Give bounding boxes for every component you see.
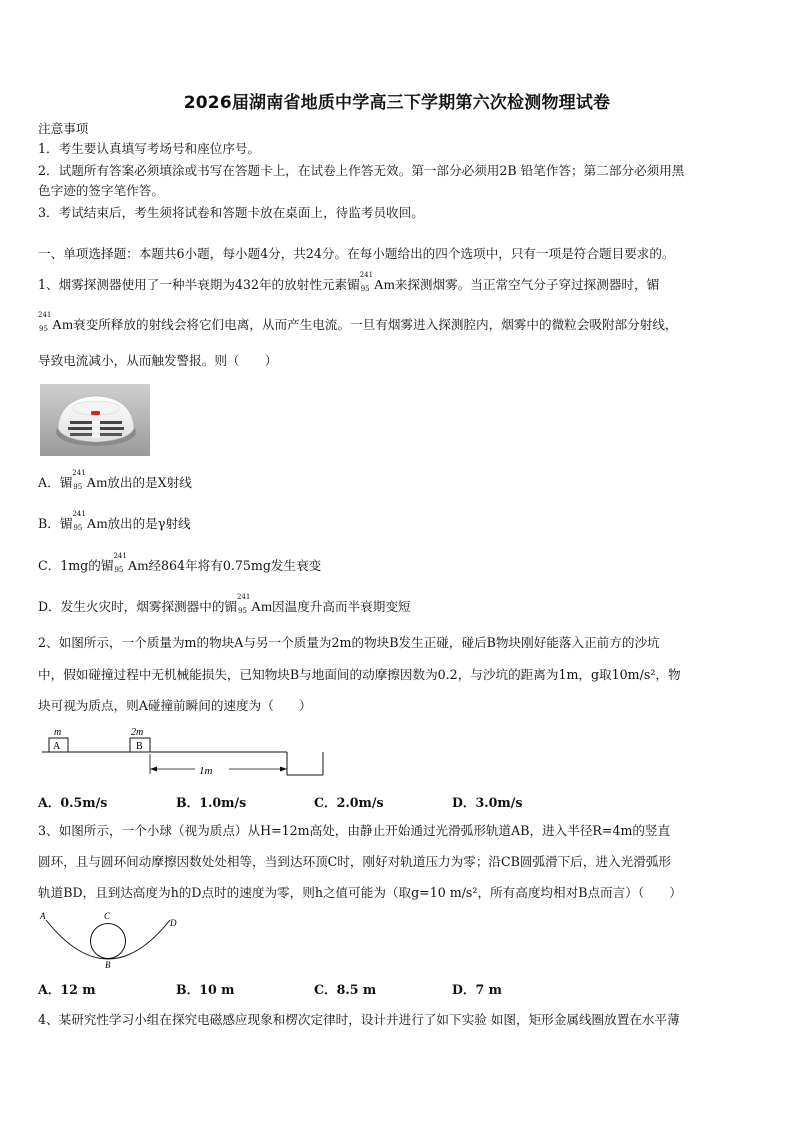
- point-a-label: A: [40, 911, 46, 921]
- q2-option-c: C．2.0m/s: [314, 795, 384, 810]
- point-b-label: B: [105, 960, 111, 970]
- q3-line: 轨道BD，且到达高度为h的D点时的速度为零，则h之值可能为（取g=10 m/s²，所有高度均相对B点而言）（ ）: [38, 885, 682, 900]
- section-heading: 一、单项选择题：本题共6小题，每小题4分，共24分。在每小题给出的四个选项中，只有一项是符合题目要求的。: [38, 246, 675, 261]
- q2-option-d: D．3.0m/s: [452, 795, 523, 810]
- smoke-detector-image: [40, 384, 150, 456]
- q1-option-b: B．镅 241 95 Am放出的是γ射线: [38, 510, 191, 532]
- block-b-label: B: [136, 741, 143, 752]
- q3-line: 圆环，且与圆环间动摩擦因数处处相等，当到达环顶C时，刚好对轨道压力为零；沿CB圆弧滑下后，进入光滑弧形: [38, 854, 672, 869]
- page-title: 2026届湖南省地质中学高三下学期第六次检测物理试卷: [183, 93, 611, 113]
- q1-option-d: D．发生火灾时，烟雾探测器中的镅 241 95 Am因温度升高而半衰期变短: [38, 593, 411, 615]
- q3-option-c: C．8.5 m: [314, 982, 377, 997]
- q4-line: 4、某研究性学习小组在探究电磁感应现象和楞次定律时，设计并进行了如下实验 如图，矩形金属线圈放置在水平薄: [38, 1012, 680, 1027]
- loop-track-diagram: [38, 908, 188, 972]
- q1-line: 1、烟雾探测器使用了一种半衰期为432年的放射性元素镅 241 95 Am来探测烟雾。当正常空气分子穿过探测器时，镅: [38, 271, 660, 293]
- q2-line: 2、如图所示，一个质量为m的物块A与另一个质量为2m的物块B发生正碰，碰后B物块刚好能落入正前方的沙坑: [38, 635, 660, 650]
- block-a-label: A: [53, 741, 61, 752]
- block-b-mass: 2m: [131, 727, 144, 738]
- isotope-label: 241 95: [38, 311, 52, 333]
- point-c-label: C: [104, 911, 111, 921]
- notice-item: 1．考生要认真填写考场号和座位序号。: [38, 141, 261, 156]
- isotope-label: 241 95: [237, 593, 251, 615]
- block-a-mass: m: [54, 727, 62, 738]
- point-d-label: D: [170, 918, 177, 928]
- isotope-label: 241 95: [359, 271, 374, 293]
- q3-option-a: A．12 m: [38, 982, 96, 997]
- q1-option-c: C．1mg的镅 241 95 Am经864年将有0.75mg发生衰变: [38, 552, 322, 574]
- isotope-label: 241 95: [72, 469, 86, 491]
- q1-line: 241 95 Am衰变所释放的射线会将它们电离，从而产生电流。一旦有烟雾进入探测腔内，烟雾中的微粒会吸附部分射线，: [38, 311, 678, 333]
- q3-option-d: D．7 m: [452, 982, 502, 997]
- q2-line: 中，假如碰撞过程中无机械能损失，已知物块B与地面间的动摩擦因数为0.2，与沙坑的距离为1m，g取10m/s²，物: [38, 667, 681, 682]
- collision-diagram: [38, 722, 338, 782]
- q2-option-a: A．0.5m/s: [38, 795, 108, 810]
- isotope-label: 241 95: [72, 510, 86, 532]
- isotope-label: 241 95: [113, 552, 127, 574]
- notice-item: 色字迹的签字笔作答。: [38, 183, 164, 198]
- q3-line: 3、如图所示，一个小球（视为质点）从H=12m高处，由静止开始通过光滑弧形轨道AB，进入半径R=4m的竖直: [38, 823, 671, 838]
- notice-heading: 注意事项: [38, 121, 89, 136]
- notice-item: 2．试题所有答案必须填涂或书写在答题卡上，在试卷上作答无效。第一部分必须用2B 铅笔作答；第二部分必须用黑: [38, 163, 685, 178]
- q1-line: 导致电流减小，从而触发警报。则（ ）: [38, 353, 278, 368]
- q2-option-b: B．1.0m/s: [176, 795, 247, 810]
- q1-option-a: A．镅 241 95 Am放出的是X射线: [38, 469, 192, 491]
- distance-label: 1m: [199, 765, 213, 777]
- q3-option-b: B．10 m: [176, 982, 235, 997]
- q2-line: 块可视为质点，则A碰撞前瞬间的速度为（ ）: [38, 698, 312, 713]
- notice-item: 3．考试结束后，考生须将试卷和答题卡放在桌面上，待监考员收回。: [38, 205, 424, 220]
